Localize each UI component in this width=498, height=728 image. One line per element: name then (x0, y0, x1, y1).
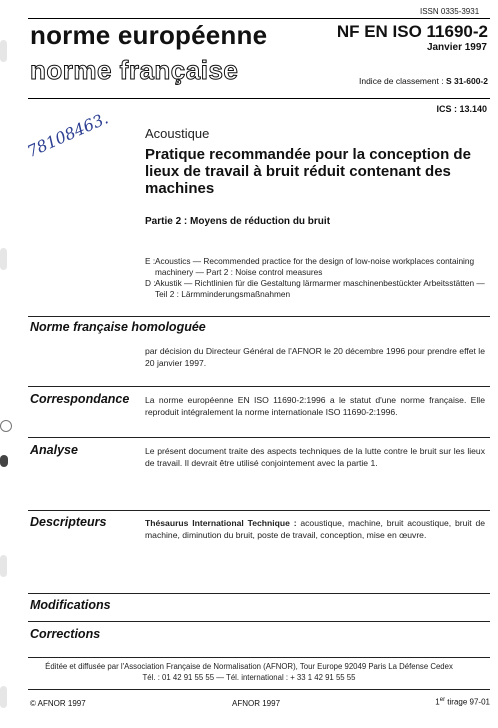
phone-line: Tél. : 01 42 91 55 55 — Tél. international : + 33 1 42 91 55 55 (142, 673, 356, 682)
classification-label: Indice de classement : (358, 76, 444, 86)
footer-divider (28, 657, 490, 658)
language-key: E : (145, 256, 156, 266)
punch-hole-mark (0, 555, 7, 577)
section-divider (28, 386, 490, 387)
thesaurus-label: Thésaurus International Technique : (145, 518, 297, 528)
section-label-descripteurs: Descripteurs (30, 515, 107, 529)
translated-titles (145, 256, 490, 300)
punch-hole-mark (0, 248, 7, 270)
section-label-correspondance: Correspondance (30, 392, 130, 406)
section-label-homologuee: Norme française homologuée (30, 320, 206, 334)
standard-number: NF EN ISO 11690-2 (336, 22, 488, 41)
margin-stamp-mark (0, 420, 12, 432)
print-run (435, 697, 490, 707)
section-text-correspondance: La norme européenne EN ISO 11690-2:1996 a le statut d'une norme française. Elle reproduit intégralement la norme internationale ISO 11690-2:1996. (145, 395, 485, 417)
language-key: D : (145, 278, 156, 288)
ics-code: ICS : 13.140 (436, 104, 487, 114)
section-text-descripteurs (145, 518, 485, 541)
descriptor-list: acoustique, machine, bruit acoustique, bruit de machine, diminution du bruit, poste de travail, conception, mise en œuvre. (145, 518, 486, 540)
print-run-number: 1 (435, 697, 440, 707)
punch-hole-mark (0, 686, 7, 708)
section-divider (28, 621, 490, 622)
header-rule (28, 98, 490, 99)
title-norme-europeenne: norme européenne (30, 20, 268, 50)
copyright: © AFNOR 1997 (30, 699, 86, 708)
handwritten-reference: 78108463. (24, 108, 112, 161)
section-text-analyse: Le présent document traite des aspects techniques de la lutte contre le bruit sur les lieux de travail. Il devrait être utilisé conjointement avec la partie 1. (145, 446, 485, 468)
print-run-text: tirage 97-01 (445, 697, 490, 707)
document-title: Pratique recommandée pour la conception de lieux de travail à bruit réduit contenant des machines (145, 146, 471, 197)
document-part: Partie 2 : Moyens de réduction du bruit (145, 216, 331, 227)
section-divider (28, 437, 490, 438)
section-label-modifications: Modifications (30, 598, 111, 612)
top-rule (28, 18, 490, 19)
translation-english (145, 256, 490, 278)
document-subject: Acoustique (145, 126, 210, 141)
print-run-ordinal: er (439, 697, 446, 703)
punch-hole-mark (0, 40, 7, 62)
section-label-corrections: Corrections (30, 627, 101, 641)
section-label-analyse: Analyse (30, 443, 78, 457)
title-norme-francaise: norme française (30, 55, 239, 85)
translation-text: Acoustics — Recommended practice for the design of low-noise workplaces containing machinery — Part 2 : Noise control measures (155, 256, 475, 277)
footer-divider (28, 689, 490, 690)
margin-ink-mark (0, 455, 8, 467)
section-divider (28, 316, 490, 317)
classification-index (359, 76, 488, 86)
section-text-homologuee: par décision du Directeur Général de l'AFNOR le 20 décembre 1996 pour prendre effet le 20 janvier 1997. (145, 346, 485, 368)
publisher-line: Éditée et diffusée par l'Association Française de Normalisation (AFNOR), Tour Europe 92049 Paris La Défense Cedex (45, 662, 453, 671)
publication-date: Janvier 1997 (426, 42, 487, 53)
translation-german (145, 278, 490, 300)
translation-text: Akustik — Richtlinien für die Gestaltung lärmarmer maschinenbestückter Arbeitsstätten — Teil 2 : Lärmminderungsmaßnahmen (155, 278, 485, 299)
section-divider (28, 510, 490, 511)
section-divider (28, 593, 490, 594)
classification-value: S 31-600-2 (445, 76, 488, 86)
afnor-year: AFNOR 1997 (232, 699, 281, 708)
issn-number: ISSN 0335-3931 (420, 7, 480, 16)
